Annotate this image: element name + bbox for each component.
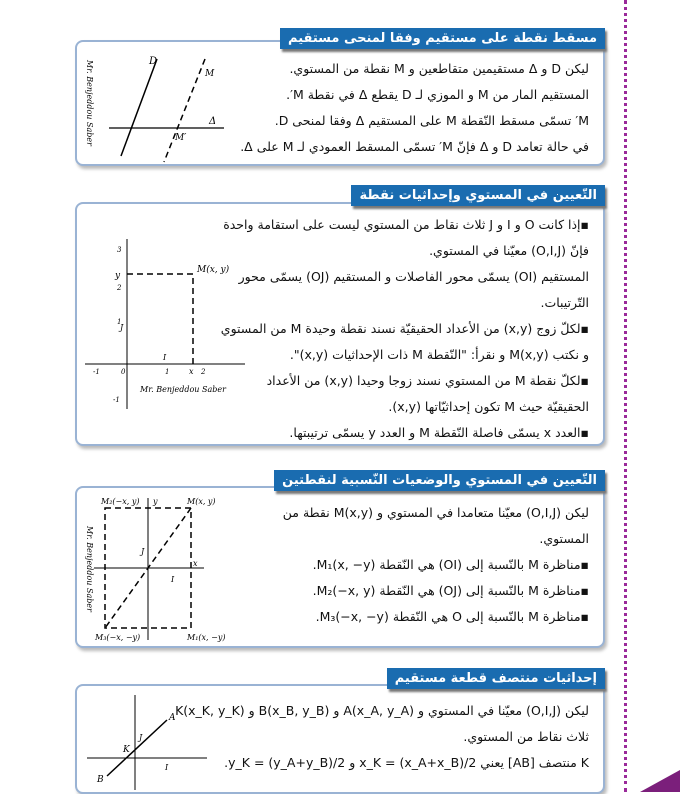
text-line: التّرتيبات. — [540, 295, 589, 310]
line-parallel — [164, 59, 205, 162]
figure-label: M(x, y) — [197, 265, 230, 275]
projection-figure — [79, 44, 239, 164]
section-midpoint — [75, 684, 605, 794]
figure-label: M₂(−x, y) — [101, 497, 140, 506]
text-line: المستقيم (OI) يسمّى محور الفاصلات و المستقيم (OJ) يسمّى محور — [238, 269, 589, 284]
symmetry-figure — [79, 490, 239, 648]
text-line: ▪إذا كانت O و I و J ثلاث نقاط من المستوي ليست على استقامة واحدة — [223, 217, 589, 232]
figure-line — [107, 720, 167, 776]
figure-label: B — [97, 775, 104, 785]
figure-label: J — [139, 733, 143, 742]
text-line: ▪مناظرة M بالنّسبة إلى (OI) هي النّقطة M₁(x, −y). — [312, 557, 589, 572]
figure-label: 2 — [201, 368, 206, 376]
figure-label: 0 — [121, 368, 126, 376]
text-line: الحقيقيّة حيث M تكون إحداثيّاتها (x,y). — [388, 399, 589, 414]
text-line: ▪لكلّ نقطة M من المستوي نسند زوجا وحيدا (x,y) من الأعداد — [266, 373, 589, 388]
figure-label: 3 — [117, 246, 122, 254]
figure-label: y — [115, 271, 121, 281]
text-line: في حالة تعامد D و Δ فإنّ M′ تسمّى المسقط العمودي لـ M على Δ. — [240, 139, 589, 154]
text-line: K منتصف [AB] يعني x_K = (x_A+x_B)/2 و y_K = (y_A+y_B)/2. — [224, 755, 589, 770]
page-border-dotted — [624, 0, 627, 792]
figure-label: Δ — [209, 116, 217, 127]
section-body — [240, 56, 589, 160]
line-D — [121, 59, 157, 156]
text-line: ▪العدد x يسمّى فاصلة النّقطة M و العدد y يسمّى ترتيبتها. — [289, 425, 589, 440]
figure-label: I — [165, 763, 169, 772]
author-watermark: Mr. Benjeddou Saber — [85, 60, 94, 146]
figure-label: x — [189, 367, 194, 376]
section-symmetry — [75, 486, 605, 648]
figure-label: M₁(x, −y) — [187, 633, 226, 642]
figure-label: 2 — [117, 284, 122, 292]
figure-label: D — [149, 56, 158, 67]
text-line: M′ تسمّى مسقط النّقطة M على المستقيم Δ وفقا لمنحى D. — [274, 113, 589, 128]
section-body — [283, 500, 589, 630]
section-title: إحداثيات منتصف قطعة مستقيم — [387, 668, 605, 689]
figure-label: x — [193, 559, 198, 568]
section-body — [221, 212, 589, 446]
section-title: مسقط نقطة على مستقيم وفقا لمنحى مستقيم — [280, 28, 605, 49]
text-line: المستوي. — [539, 531, 589, 546]
author-watermark: Mr. Benjeddou Saber — [85, 526, 94, 612]
text-line: ▪مناظرة M بالنّسبة إلى (OJ) هي النّقطة M₂(−x, y). — [312, 583, 589, 598]
text-line: ثلاث نقاط من المستوي. — [463, 729, 589, 744]
section-title: التّعيين في المستوي وإحداثيات نقطة — [351, 185, 605, 206]
figure-label: I — [171, 575, 175, 584]
text-line: ليكن (O,I,J) معيّنا في المستوي و A(x_A, y_A) و B(x_B, y_B) و K(x_K, y_K) — [175, 703, 589, 718]
figure-label: 1 — [165, 368, 170, 376]
figure-label: M′ — [175, 133, 187, 143]
figure-label: K — [123, 745, 130, 755]
section-body — [175, 698, 589, 776]
section-projection — [75, 40, 605, 166]
text-line: و نكتب M(x,y) و نقرأ: "النّقطة M ذات الإحداثيات (x,y)". — [289, 347, 589, 362]
figure-label: M₃(−x, −y) — [95, 633, 141, 642]
figure-line — [127, 274, 193, 364]
author-watermark: Mr. Benjeddou Saber — [140, 385, 226, 394]
figure-label: -1 — [93, 368, 100, 376]
figure-label: J — [141, 547, 145, 556]
text-line: ▪مناظرة M بالنّسبة إلى O هي النّقطة M₃(−x, −y). — [315, 609, 589, 624]
text-line: ▪لكلّ زوج (x,y) من الأعداد الحقيقيّة نسند نقطة وحيدة M من المستوي — [220, 321, 589, 336]
section-coordinates — [75, 202, 605, 446]
text-line: فإنّ (O,I,J) معيّنا في المستوي. — [429, 243, 589, 258]
figure-label: -1 — [113, 396, 120, 404]
figure-label: y — [153, 497, 158, 506]
section-title: التّعيين في المستوي والوضعيات النّسبية لنقطتين — [274, 470, 605, 491]
figure-label: 1 — [117, 318, 122, 326]
corner-decoration — [640, 770, 680, 792]
text-line: المستقيم المار من M و الموزي لـ D يقطع Δ في نقطة M′. — [286, 87, 589, 102]
figure-label: M — [205, 69, 215, 79]
text-line: ليكن (O,I,J) معيّنا متعامدا في المستوي و M(x,y) نقطة من — [282, 505, 589, 520]
figure-label: I — [163, 353, 167, 362]
figure-label: J — [120, 323, 124, 332]
figure-label: A — [169, 713, 176, 723]
text-line: ليكن D و Δ مستقيمين متقاطعين و M نقطة من المستوي. — [289, 61, 589, 76]
figure-label: M(x, y) — [187, 497, 216, 506]
